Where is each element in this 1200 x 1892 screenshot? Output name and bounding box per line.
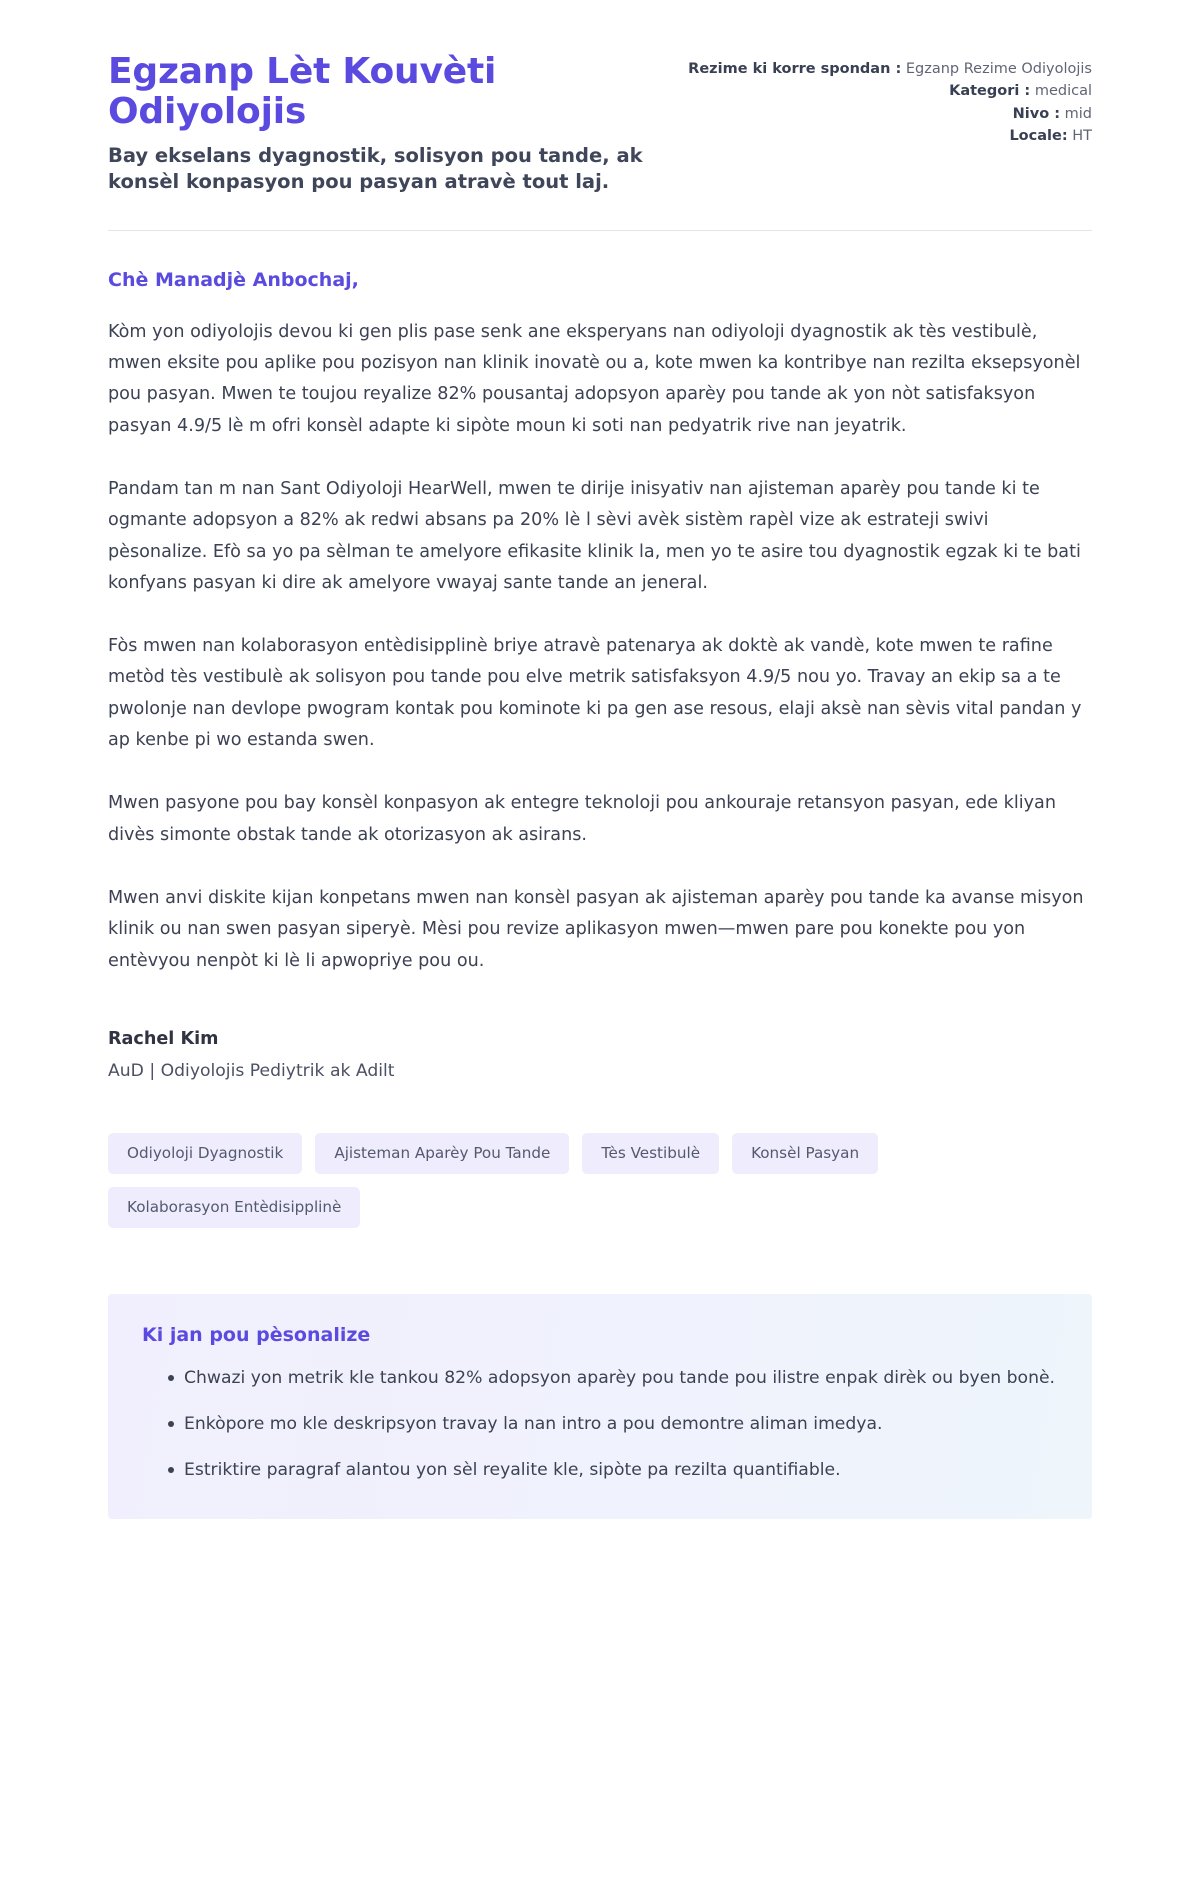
letter-paragraph: Mwen anvi diskite kijan konpetans mwen nan konsèl pasyan ak ajisteman aparèy pou tande ka avanse misyon klinik ou nan swen pasyan siperyè. Mèsi pou revize aplikasyon mwen—mwen pare pou konekte pou yon entèvyou nenpòt ki lè li apwopriye pou ou.: [108, 888, 1084, 971]
meta-row-category: [688, 80, 1092, 102]
customization-callout: [108, 1294, 1092, 1519]
page-subtitle: Bay ekselans dyagnostik, solisyon pou tande, ak konsèl konpasyon pou pasyan atravè tout laj.: [108, 143, 643, 194]
meta-label-locale: Locale:: [1009, 128, 1068, 145]
meta-label-category: Kategori :: [949, 83, 1031, 100]
tag-item[interactable]: Tès Vestibulè: [582, 1133, 719, 1174]
letter-paragraph: Kòm yon odiyolojis devou ki gen plis pase senk ane eksperyans nan odiyoloji dyagnostik ak tès vestibulè, mwen eksite pou aplike pou pozisyon nan klinik inovatè ou a, kote mwen ka kontribye nan rezilta eksepsyonèl pou pasyan. Mwen te toujou reyalize 82% pousantaj adopsyon aparèy pou tande ak yon nòt satisfaksyon pasyan 4.9/5 lè m ofri konsèl adapte ki sipòte moun ki soti nan pedyatrik rive nan jeyatrik.: [108, 321, 1081, 436]
document-metadata: [688, 52, 1092, 148]
meta-label-level: Nivo :: [1012, 105, 1061, 122]
callout-list-item: Enkòpore mo kle deskripsyon travay la nan intro a pou demontre aliman imedya.: [168, 1410, 1058, 1440]
meta-row-level: [688, 103, 1092, 125]
tag-item[interactable]: Ajisteman Aparèy Pou Tande: [315, 1133, 569, 1174]
signature-role: AuD | Odiyolojis Pediytrik ak Adilt: [108, 1060, 395, 1081]
meta-row-summary: [688, 58, 1092, 80]
meta-value-locale: HT: [1072, 128, 1092, 145]
callout-list-item: Chwazi yon metrik kle tankou 82% adopsyon aparèy pou tande pou ilistre enpak dirèk ou byen bonè.: [168, 1364, 1058, 1394]
callout-list: [142, 1364, 1058, 1485]
document-header: [108, 52, 1092, 196]
tag-item[interactable]: Odiyoloji Dyagnostik: [108, 1133, 302, 1174]
letter-body: [108, 231, 1092, 1081]
letter-salutation: Chè Manadjè Anbochaj,: [108, 268, 359, 291]
meta-value-summary: Egzanp Rezime Odiyolojis: [905, 61, 1092, 77]
signature-name: Rachel Kim: [108, 1028, 219, 1049]
meta-label-summary: Rezime ki korre spondan :: [688, 61, 902, 77]
header-title-block: [108, 52, 664, 196]
letter-signature: [108, 1029, 1092, 1081]
tag-item[interactable]: Kolaborasyon Entèdisipplinè: [108, 1187, 360, 1228]
letter-paragraph: Mwen pasyone pou bay konsèl konpasyon ak entegre teknoloji pou ankouraje retansyon pasyan, ede kliyan divès simonte obstak tande ak otorizasyon ak asirans.: [108, 793, 1056, 845]
letter-paragraph: Fòs mwen nan kolaborasyon entèdisipplinè briye atravè patenarya ak doktè ak vandè, kote mwen te rafine metòd tès vestibulè ak solisyon pou tande pou elve metrik satisfaksyon 4.9/5 nou yo. Travay an ekip sa a te pwolonje nan devlope pwogram kontak pou kominote ki pa gen ase resous, elaji aksè nan sèvis vital pandan y ap kenbe pi wo estanda swen.: [108, 636, 1082, 751]
callout-list-item: Estriktire paragraf alantou yon sèl reyalite kle, sipòte pa rezilta quantifiable.: [168, 1456, 1058, 1486]
callout-title: Ki jan pou pèsonalize: [142, 1324, 371, 1347]
letter-paragraph: Pandam tan m nan Sant Odiyoloji HearWell, mwen te dirije inisyativ nan ajisteman aparèy pou tande ki te ogmante adopsyon a 82% ak redwi absans pa 20% lè l sèvi avèk sistèm rapèl vize ak estrateji swivi pèsonalize. Efò sa yo pa sèlman te amelyore efikasite klinik la, men yo te asire tou dyagnostik egzak ki te bati konfyans pasyan ki dire ak amelyore vwayaj sante tande an jeneral.: [108, 478, 1081, 593]
page-title: Egzanp Lèt Kouvèti Odiyolojis: [108, 51, 497, 133]
meta-value-category: medical: [1034, 83, 1092, 100]
tag-list: [108, 1133, 1048, 1228]
meta-row-locale: [688, 125, 1092, 147]
meta-value-level: mid: [1064, 105, 1092, 122]
tag-item[interactable]: Konsèl Pasyan: [732, 1133, 878, 1174]
